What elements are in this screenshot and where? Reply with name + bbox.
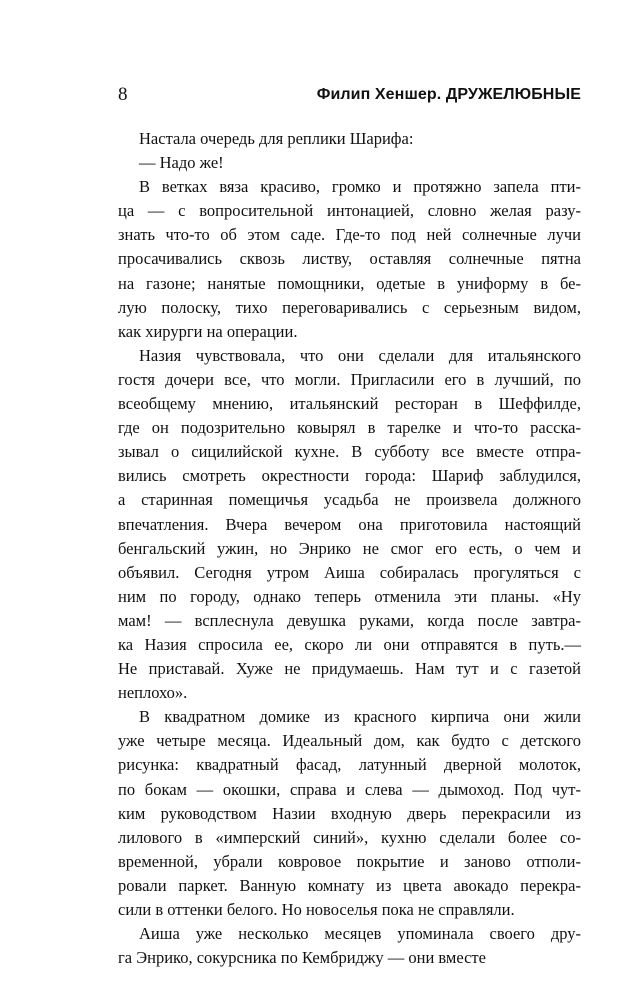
text-line: ка Назия спросила ее, скоро ли они отправятся в путь.— — [118, 634, 581, 654]
text-line: Не приставай. Хуже не придумаешь. Нам тут и с газетой — [118, 659, 581, 679]
paragraph — [118, 344, 581, 705]
text-line: лую полоску, тихо переговаривались с серьезным видом, — [118, 297, 581, 317]
text-line: ровали паркет. Ванную комнату из цвета авокадо перекра- — [118, 875, 581, 895]
text-line: сили в оттенки белого. Но новоселья пока не справляли. — [118, 900, 515, 919]
paragraph — [118, 705, 581, 922]
text-line: В квадратном домике из красного кирпича они жили — [139, 707, 581, 727]
text-line: впечатления. Вчера вечером она приготовила настоящий — [118, 514, 581, 534]
text-line: неплохо». — [118, 683, 188, 703]
text-line: — Надо же! — [139, 153, 224, 173]
paragraph — [118, 127, 581, 151]
paragraph — [118, 922, 581, 970]
text-line: га Энрико, сокурсника по Кембриджу — они вместе — [118, 948, 486, 968]
text-line: лилового в «имперский синий», кухню сделали более со- — [118, 827, 581, 847]
text-line: Назия чувствовала, что они сделали для итальянского — [139, 345, 581, 365]
paragraph — [118, 175, 581, 344]
text-line: просачивались сквозь листву, оставляя солнечные пятна — [118, 249, 581, 269]
paragraph — [118, 151, 581, 175]
text-line: а старинная помещичья усадьба не произвела должного — [118, 490, 581, 510]
running-header — [118, 82, 581, 108]
text-line: вились смотреть окрестности города: Шариф заблудился, — [118, 466, 581, 486]
text-line: зывал о сицилийской кухне. В субботу все вместе отпра- — [118, 442, 581, 462]
text-line: рисунка: квадратный фасад, латунный дверной молоток, — [118, 755, 581, 775]
text-line: уже четыре месяца. Идеальный дом, как будто с детского — [118, 731, 581, 751]
text-line: как хирурги на операции. — [118, 321, 298, 341]
book-title-header: Филип Хеншер. ДРУЖЕЛЮБНЫЕ — [316, 86, 581, 103]
text-line: где он подозрительно ковырял в тарелке и что-то расска- — [118, 418, 581, 438]
text-line: Настала очередь для реплики Шарифа: — [139, 129, 414, 148]
text-line: на газоне; нанятые помощники, одетые в униформу в бе- — [118, 273, 581, 293]
page-number: 8 — [118, 84, 128, 105]
body-text — [118, 127, 581, 970]
text-line: гостя дочери все, что могли. Пригласили его в лучший, по — [118, 369, 581, 389]
text-line: ним по городу, однако теперь отменила эти планы. «Ну — [118, 586, 581, 606]
text-line: по бокам — окошки, справа и слева — дымоход. Под чут- — [118, 779, 581, 799]
text-line: знать что-то об этом саде. Где-то под ней солнечные лучи — [118, 225, 581, 245]
text-line: ца — с вопросительной интонацией, словно желая разу- — [118, 201, 581, 221]
text-line: временной, убрали ковровое покрытие и заново отполи- — [118, 851, 581, 871]
text-line: мам! — всплеснула девушка руками, когда после завтра- — [118, 610, 581, 630]
text-line: Аиша уже несколько месяцев упоминала своего дру- — [139, 924, 581, 944]
text-line: бенгальский ужин, но Энрико не смог его есть, о чем и — [118, 538, 581, 558]
text-line: ким руководством Назии входную дверь перекрасили из — [118, 803, 581, 823]
text-line: всеобщему мнению, итальянский ресторан в Шеффилде, — [118, 394, 581, 414]
text-line: объявил. Сегодня утром Аиша собиралась прогуляться с — [118, 562, 581, 582]
text-line: В ветках вяза красиво, громко и протяжно запела пти- — [139, 177, 581, 197]
